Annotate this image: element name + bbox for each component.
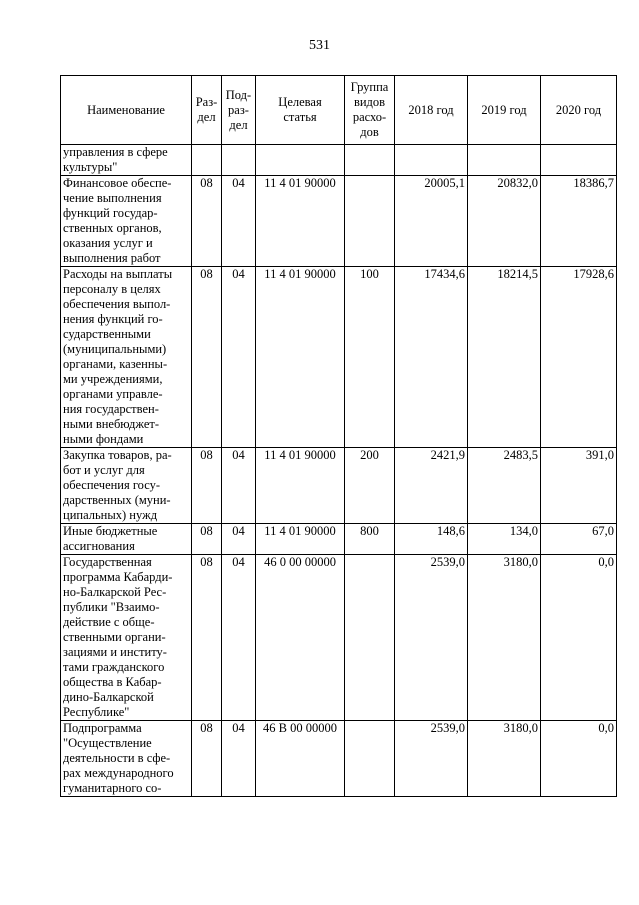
- cell-name: Закупка товаров, ра- бот и услуг для обеспечения госу- дарственных (муни- ципальных) нужд: [61, 448, 192, 524]
- cell-2019: 2483,5: [468, 448, 541, 524]
- cell-target: 11 4 01 90000: [256, 448, 345, 524]
- cell-expense-group: [345, 145, 395, 176]
- table-row: [61, 524, 617, 555]
- cell-2019: 3180,0: [468, 721, 541, 797]
- cell-2018: 20005,1: [395, 176, 468, 267]
- cell-2018: 2539,0: [395, 555, 468, 721]
- header-2019: 2019 год: [468, 76, 541, 145]
- cell-expense-group: [345, 176, 395, 267]
- cell-2019: 134,0: [468, 524, 541, 555]
- cell-2020: 17928,6: [541, 267, 617, 448]
- cell-section: [192, 145, 222, 176]
- table-row: [61, 145, 617, 176]
- cell-expense-group: [345, 721, 395, 797]
- cell-name: Государственная программа Кабарди- но-Балкарской Рес- публики "Взаимо- действие с обще- ственными органи- зациями и институ- тами гражданского общества в Кабар- дино-Балкарской Республике": [61, 555, 192, 721]
- cell-section: 08: [192, 448, 222, 524]
- cell-2018: 2539,0: [395, 721, 468, 797]
- table-row: [61, 555, 617, 721]
- cell-2019: 18214,5: [468, 267, 541, 448]
- header-expense-group: Группа видов расхо- дов: [345, 76, 395, 145]
- cell-subsection: 04: [222, 176, 256, 267]
- cell-name: Иные бюджетные ассигнования: [61, 524, 192, 555]
- page-number: 531: [309, 38, 330, 53]
- table-row: [61, 176, 617, 267]
- cell-2018: 2421,9: [395, 448, 468, 524]
- cell-2018: 148,6: [395, 524, 468, 555]
- cell-2019: 3180,0: [468, 555, 541, 721]
- cell-2020: 0,0: [541, 555, 617, 721]
- cell-subsection: 04: [222, 721, 256, 797]
- header-section: Раз- дел: [192, 76, 222, 145]
- cell-section: 08: [192, 555, 222, 721]
- cell-2020: 0,0: [541, 721, 617, 797]
- cell-target: [256, 145, 345, 176]
- cell-name: Финансовое обеспе- чение выполнения функций государ- ственных органов, оказания услуг и выполнения работ: [61, 176, 192, 267]
- cell-subsection: 04: [222, 555, 256, 721]
- cell-2020: 391,0: [541, 448, 617, 524]
- cell-target: 46 0 00 00000: [256, 555, 345, 721]
- header-2020: 2020 год: [541, 76, 617, 145]
- header-subsection: Под- раз- дел: [222, 76, 256, 145]
- cell-2020: 67,0: [541, 524, 617, 555]
- header-name: Наименование: [61, 76, 192, 145]
- table-row: [61, 267, 617, 448]
- cell-2019: [468, 145, 541, 176]
- cell-expense-group: [345, 555, 395, 721]
- cell-2019: 20832,0: [468, 176, 541, 267]
- cell-target: 11 4 01 90000: [256, 176, 345, 267]
- cell-section: 08: [192, 267, 222, 448]
- budget-table: [60, 75, 617, 797]
- cell-subsection: 04: [222, 448, 256, 524]
- cell-expense-group: 200: [345, 448, 395, 524]
- cell-subsection: 04: [222, 267, 256, 448]
- cell-expense-group: 100: [345, 267, 395, 448]
- cell-2018: 17434,6: [395, 267, 468, 448]
- cell-2020: 18386,7: [541, 176, 617, 267]
- cell-name: Расходы на выплаты персоналу в целях обеспечения выпол- нения функций го- сударственными (муниципальными) органами, казенны- ми учреждениями, органами управле- ния государствен- ными внебюджет- ными фондами: [61, 267, 192, 448]
- table-row: [61, 448, 617, 524]
- cell-section: 08: [192, 176, 222, 267]
- cell-target: 11 4 01 90000: [256, 267, 345, 448]
- cell-expense-group: 800: [345, 524, 395, 555]
- cell-target: 46 В 00 00000: [256, 721, 345, 797]
- cell-section: 08: [192, 524, 222, 555]
- cell-section: 08: [192, 721, 222, 797]
- cell-2020: [541, 145, 617, 176]
- cell-2018: [395, 145, 468, 176]
- cell-target: 11 4 01 90000: [256, 524, 345, 555]
- cell-name: Подпрограмма "Осуществление деятельности в сфе- рах международного гуманитарного со-: [61, 721, 192, 797]
- cell-subsection: [222, 145, 256, 176]
- header-2018: 2018 год: [395, 76, 468, 145]
- header-row: [61, 76, 617, 145]
- cell-subsection: 04: [222, 524, 256, 555]
- header-target: Целевая статья: [256, 76, 345, 145]
- table-row: [61, 721, 617, 797]
- cell-name: управления в сфере культуры": [61, 145, 192, 176]
